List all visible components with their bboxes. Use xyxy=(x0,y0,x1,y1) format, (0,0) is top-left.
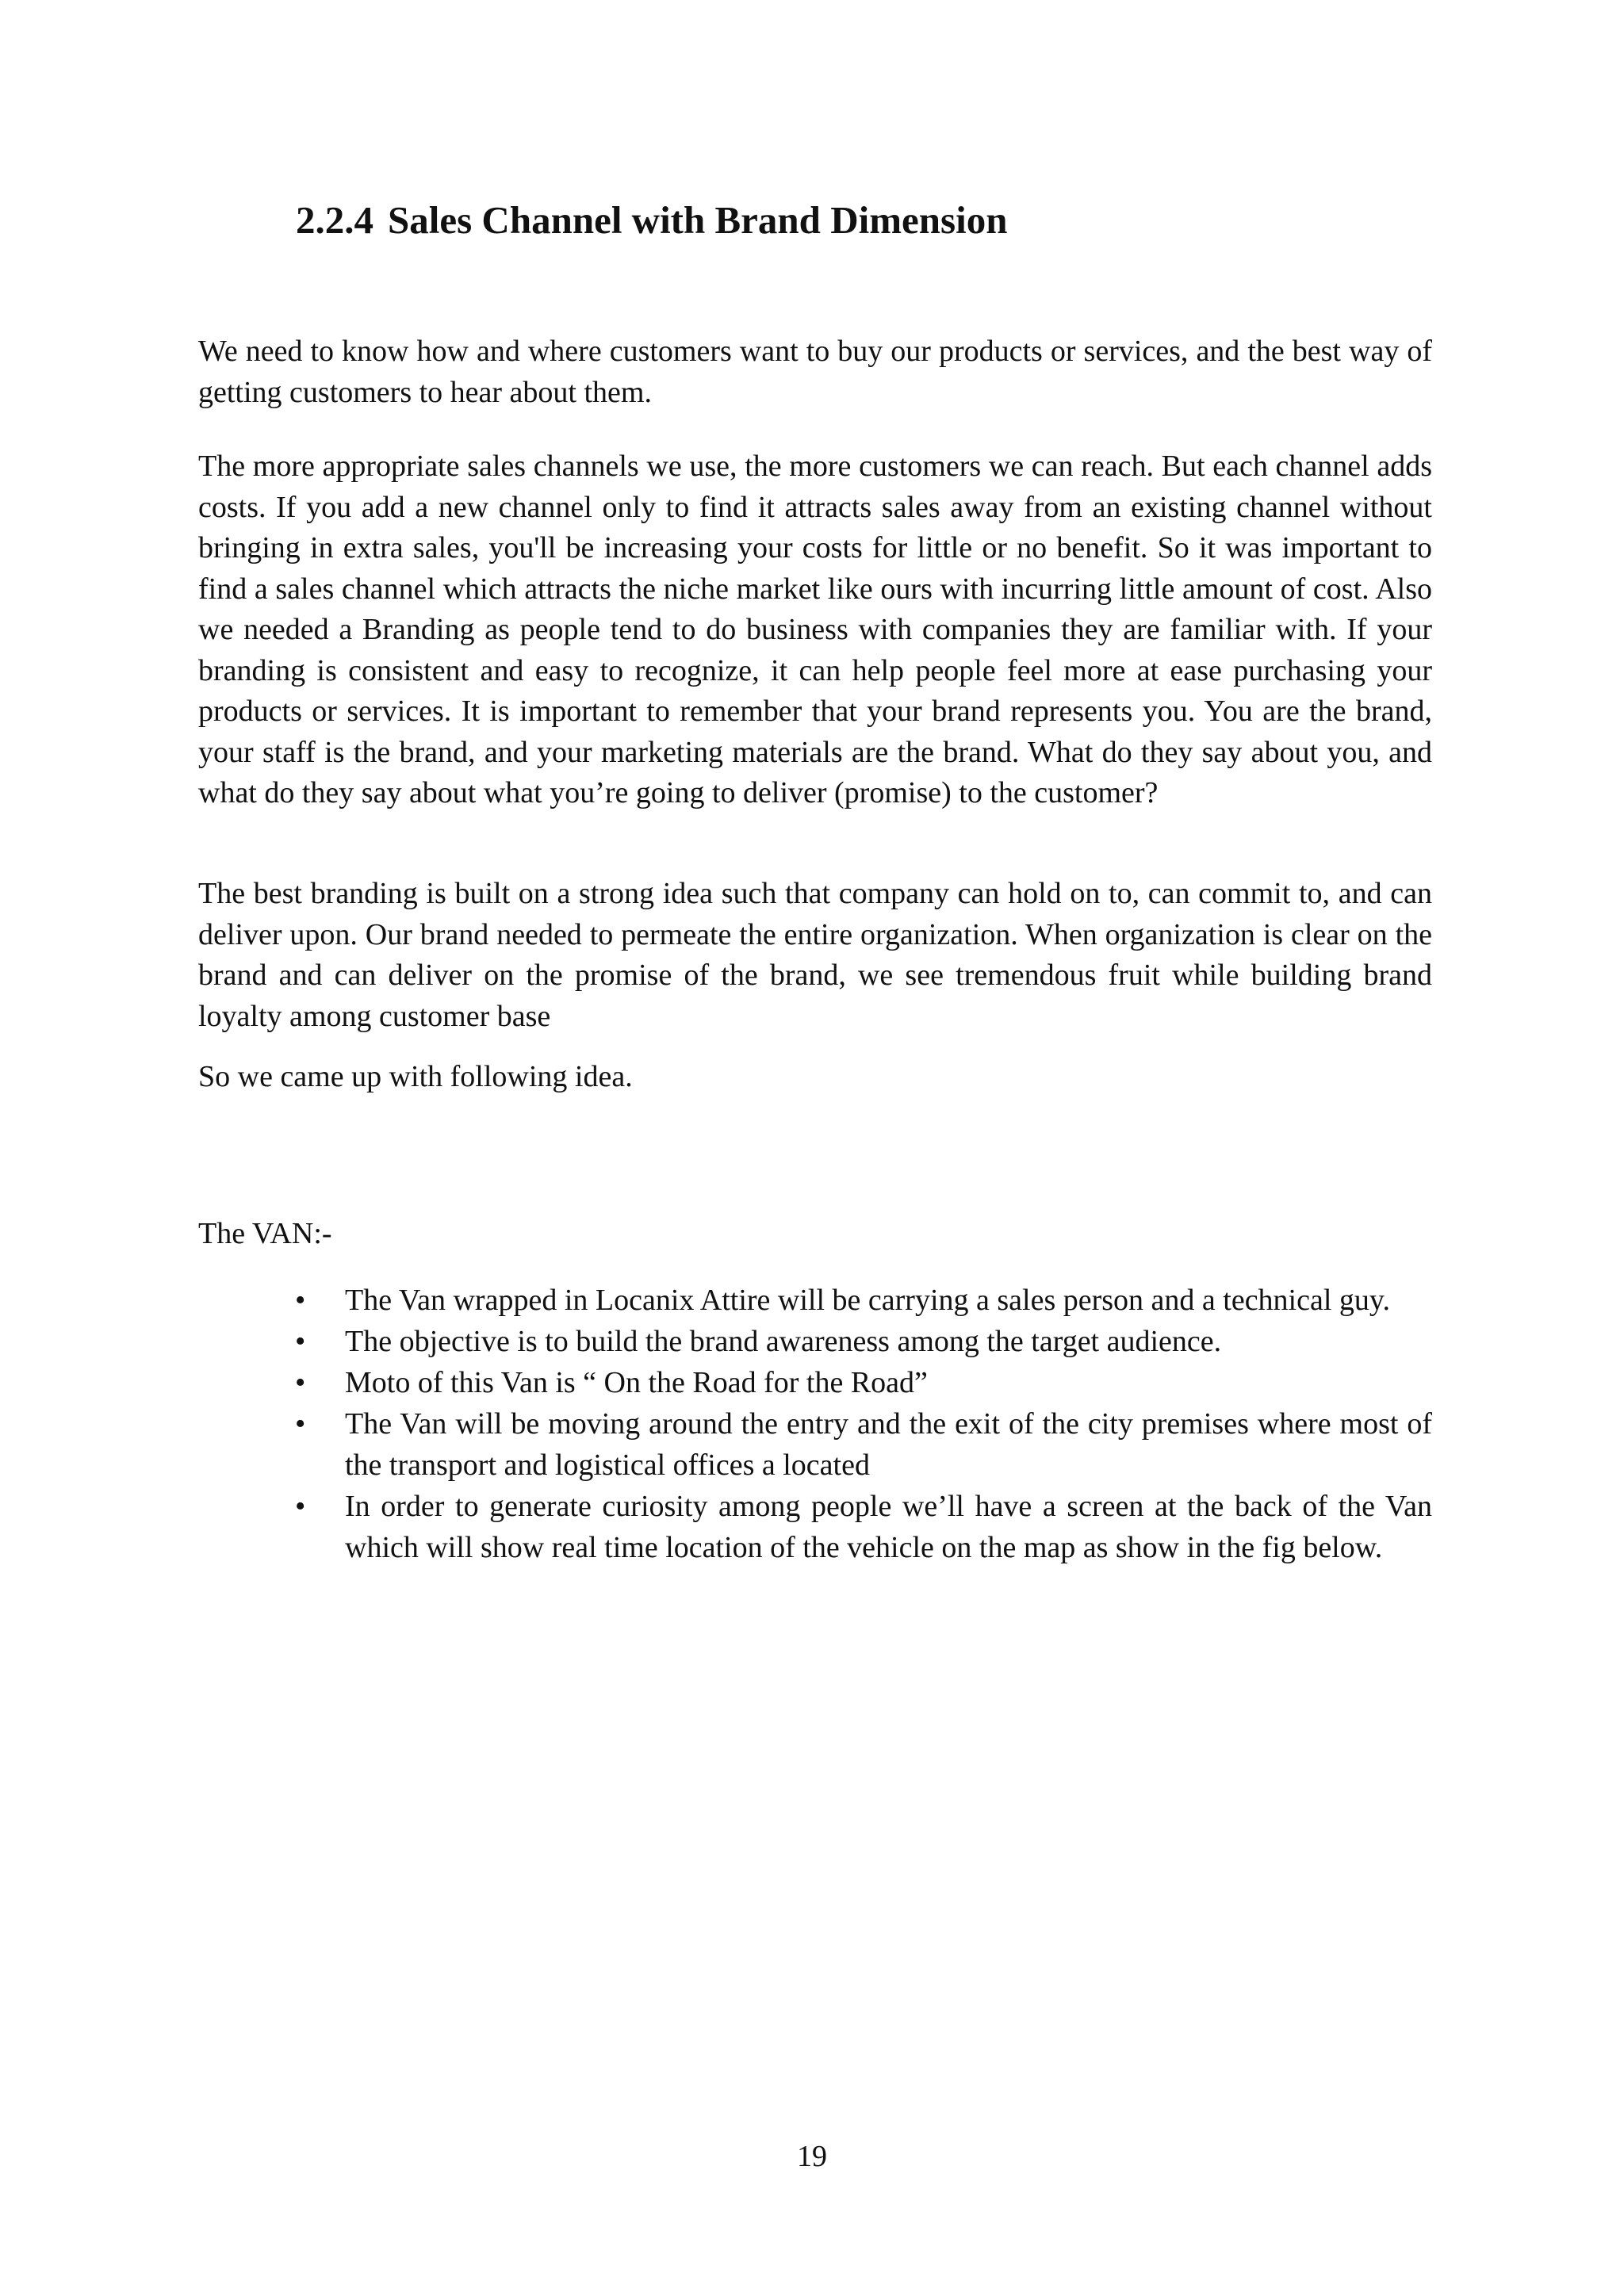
list-item-text: The Van will be moving around the entry and the exit of the city premises where most of the transport and logistical offices a located xyxy=(345,1407,1432,1482)
paragraph-sales-channels: The more appropriate sales channels we use, the more customers we can reach. But each channel adds costs. If you add a new channel only to find it attracts sales away from an existing channel without bringing in extra sales, you'll be increasing your costs for little or no benefit. So it was important to find a sales channel which attracts the niche market like ours with incurring little amount of cost. Also we needed a Branding as people tend to do business with companies they are familiar with. If your branding is consistent and easy to recognize, it can help people feel more at ease purchasing your products or services. It is important to remember that your brand represents you. You are the brand, your staff is the brand, and your marketing materials are the brand. What do they say about you, and what do they say about what you’re going to deliver (promise) to the customer? xyxy=(198,450,1432,809)
list-item-text: Moto of this Van is “ On the Road for the Road” xyxy=(345,1366,928,1399)
section-title: Sales Channel with Brand Dimension xyxy=(388,198,1008,242)
bullet-icon: • xyxy=(295,1325,306,1358)
list-item xyxy=(295,1321,1432,1362)
paragraph-idea: So we came up with following idea. xyxy=(198,1060,633,1093)
list-item xyxy=(295,1403,1432,1486)
van-label: The VAN:- xyxy=(198,1217,332,1250)
page-number: 19 xyxy=(797,2140,827,2173)
bullet-icon: • xyxy=(295,1407,306,1441)
list-item-text: The objective is to build the brand awareness among the target audience. xyxy=(345,1325,1222,1358)
list-item-text: In order to generate curiosity among people we’ll have a screen at the back of the Van which will show real time location of the vehicle on the map as show in the fig below. xyxy=(345,1490,1432,1564)
bullet-icon: • xyxy=(295,1490,306,1523)
section-number: 2.2.4 xyxy=(296,198,373,242)
list-item-text: The Van wrapped in Locanix Attire will be carrying a sales person and a technical guy. xyxy=(345,1284,1390,1317)
paragraph-branding: The best branding is built on a strong idea such that company can hold on to, can commit to, and can deliver upon. Our brand needed to permeate the entire organization. When organization is clear on the brand and can deliver on the promise of the brand, we see tremendous fruit while building brand loyalty among customer base xyxy=(198,877,1432,1033)
list-item xyxy=(295,1280,1432,1321)
van-bullet-list xyxy=(295,1280,1432,1568)
paragraph-intro: We need to know how and where customers want to buy our products or services, and the best way of getting customers to hear about them. xyxy=(198,335,1432,409)
list-item xyxy=(295,1486,1432,1568)
bullet-icon: • xyxy=(295,1284,306,1317)
bullet-icon: • xyxy=(295,1366,306,1399)
section-heading xyxy=(296,197,1007,244)
list-item xyxy=(295,1362,1432,1403)
